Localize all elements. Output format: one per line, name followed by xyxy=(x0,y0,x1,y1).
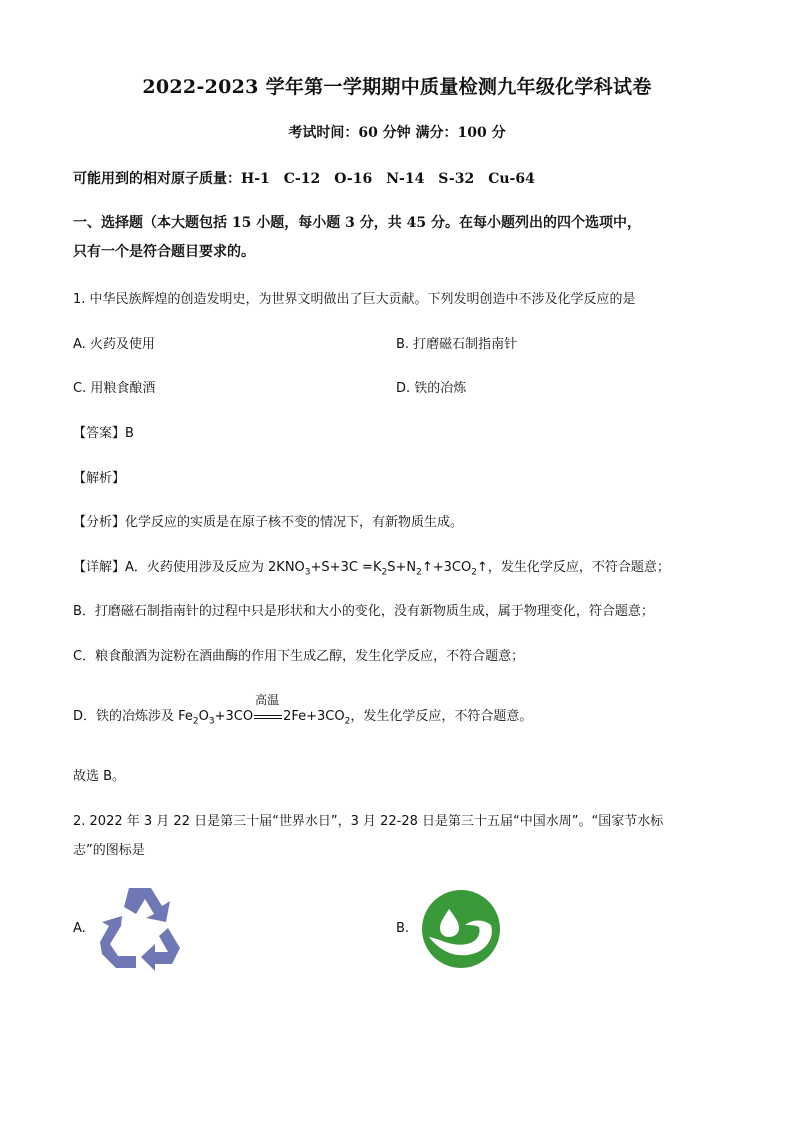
q1-detail-a xyxy=(73,556,723,578)
q2-option-a-label: A. xyxy=(73,921,86,936)
detail-tag: 【详解】 xyxy=(73,560,126,575)
detail-a-text: ↑+3CO xyxy=(421,560,472,575)
exam-title: 2022-2023 学年第一学期期中质量检测九年级化学科试卷 xyxy=(142,76,652,98)
detail-a-text: S+N xyxy=(387,560,417,575)
detail-a-text: ↑，发生化学反应，不符合题意； xyxy=(476,560,670,575)
question-1-stem: 1. 中华民族辉煌的创造发明史，为世界文明做出了巨大贡献。下列发明创造中不涉及化学反应的是 xyxy=(73,292,636,307)
detail-a-text: +S+3C =K xyxy=(310,560,382,575)
water-saving-logo-icon xyxy=(421,889,501,969)
q1-option-d: D. 铁的冶炼 xyxy=(396,381,467,396)
subscript: 2 xyxy=(192,716,199,727)
reaction-condition xyxy=(253,693,283,724)
q1-option-a: A. 火药及使用 xyxy=(73,337,155,352)
equals-sign xyxy=(254,715,282,719)
question-2-stem-line1: 2. 2022 年 3 月 22 日是第三十届“世界水日”，3 月 22-28 日是第三十五届“中国水周”。“国家节水标 xyxy=(73,814,664,829)
subscript: 2 xyxy=(416,567,422,578)
q1-option-c: C. 用粮食酿酒 xyxy=(73,381,156,396)
q1-detail-d xyxy=(73,693,723,727)
detail-d-text: +3CO xyxy=(214,709,254,724)
q1-detail-c: C．粮食酿酒为淀粉在酒曲酶的作用下生成乙醇，发生化学反应，不符合题意； xyxy=(73,649,525,664)
analysis-tag: 【解析】 xyxy=(73,471,126,486)
subscript: 3 xyxy=(208,716,215,727)
detail-a-text: A．火药使用涉及反应为 2KNO xyxy=(125,560,305,575)
fenxi-text: 化学反应的实质是在原子核不变的情况下，有新物质生成。 xyxy=(125,515,464,530)
q1-conclusion: 故选 B。 xyxy=(73,769,126,784)
question-2-stem-line2: 志”的图标是 xyxy=(73,843,145,858)
subscript: 2 xyxy=(381,567,388,578)
q1-fenxi xyxy=(73,511,723,530)
detail-d-text: D．铁的冶炼涉及 Fe xyxy=(73,709,193,724)
atomic-masses: 可能用到的相对原子质量：H-1 C-12 O-16 N-14 S-32 Cu-64 xyxy=(73,171,535,187)
condition-label: 高温 xyxy=(255,693,280,707)
exam-time-score: 考试时间：60 分钟 满分：100 分 xyxy=(288,125,506,141)
recycle-icon xyxy=(96,884,194,972)
q1-answer xyxy=(73,422,723,441)
detail-d-text: ，发生化学反应，不符合题意。 xyxy=(350,709,533,724)
answer-value: B xyxy=(125,426,134,441)
q1-detail-b: B．打磨磁石制指南针的过程中只是形状和大小的变化，没有新物质生成，属于物理变化，符合题意； xyxy=(73,604,654,619)
q2-option-b-label: B. xyxy=(396,921,410,936)
detail-d-text: 2Fe+3CO xyxy=(283,709,345,724)
answer-tag: 【答案】 xyxy=(73,426,126,441)
subscript: 3 xyxy=(304,567,311,578)
subscript: 2 xyxy=(344,716,351,727)
fenxi-tag: 【分析】 xyxy=(73,515,126,530)
subscript: 2 xyxy=(471,567,477,578)
q1-option-b: B. 打磨磁石制指南针 xyxy=(396,337,518,352)
detail-d-text: O xyxy=(198,709,209,724)
section-heading-line2: 只有一个是符合题目要求的。 xyxy=(73,244,255,260)
section-heading-line1: 一、选择题（本大题包括 15 小题，每小题 3 分，共 45 分。在每小题列出的四个选项中， xyxy=(73,215,641,231)
